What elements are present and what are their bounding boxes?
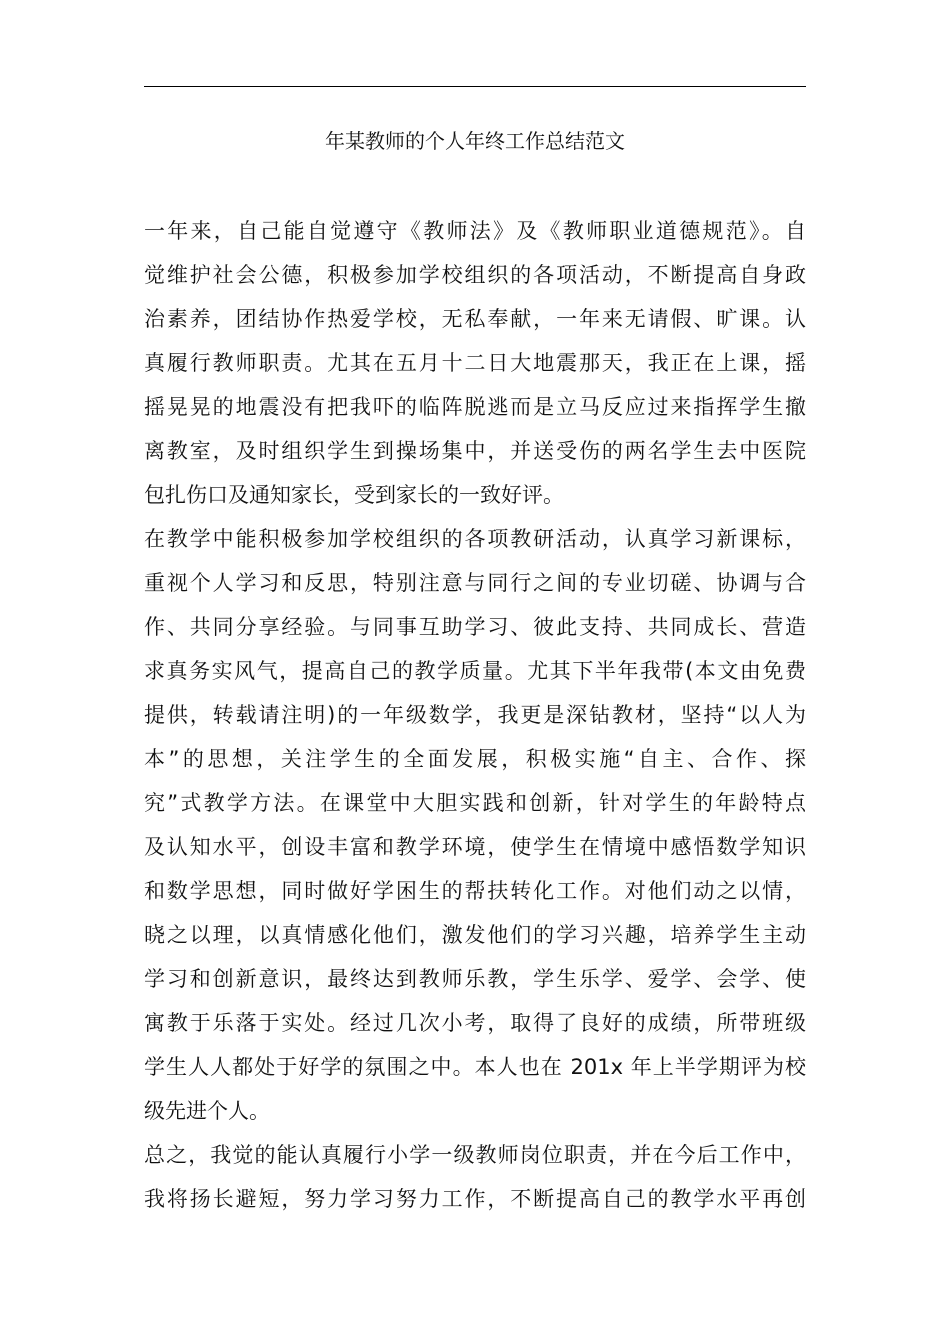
- text-line: 我将扬长避短，努力学习努力工作，不断提高自己的教学水平再创: [144, 1187, 806, 1211]
- text-line: 真履行教师职责。尤其在五月十二日大地震那天，我正在上课，摇: [144, 351, 806, 375]
- text-line: 求真务实风气，提高自己的教学质量。尤其下半年我带(本文由免费: [144, 659, 806, 683]
- document-title: 年某教师的个人年终工作总结范文: [325, 129, 625, 153]
- text-line: 究”式教学方法。在课堂中大胆实践和创新，针对学生的年龄特点: [144, 791, 806, 815]
- paragraph-end-line: 包扎伤口及通知家长，受到家长的一致好评。: [144, 483, 564, 507]
- text-line: 重视个人学习和反思，特别注意与同行之间的专业切磋、协调与合: [144, 571, 806, 595]
- text-line: 寓教于乐落于实处。经过几次小考，取得了良好的成绩，所带班级: [144, 1011, 806, 1035]
- text-line: 学习和创新意识，最终达到教师乐教，学生乐学、爱学、会学、使: [144, 967, 806, 991]
- text-line: 总之，我觉的能认真履行小学一级教师岗位职责，并在今后工作中，: [144, 1143, 806, 1167]
- text-line: 提供，转载请注明)的一年级数学，我更是深钻教材，坚持“以人为: [144, 703, 806, 727]
- text-line: 及认知水平，创设丰富和教学环境，使学生在情境中感悟数学知识: [144, 835, 806, 859]
- text-line: 离教室，及时组织学生到操场集中，并送受伤的两名学生去中医院: [144, 439, 806, 463]
- text-line: 治素养，团结协作热爱学校，无私奉献，一年来无请假、旷课。认: [144, 307, 806, 331]
- text-line: 在教学中能积极参加学校组织的各项教研活动，认真学习新课标，: [144, 527, 806, 551]
- text-line: 觉维护社会公德，积极参加学校组织的各项活动，不断提高自身政: [144, 263, 806, 287]
- document-body: [144, 209, 806, 1221]
- text-line: 一年来，自己能自觉遵守《教师法》及《教师职业道德规范》。自: [144, 219, 806, 243]
- text-line: 作、共同分享经验。与同事互助学习、彼此支持、共同成长、营造: [144, 615, 806, 639]
- header-rule: [144, 86, 806, 87]
- text-line: 摇晃晃的地震没有把我吓的临阵脱逃而是立马反应过来指挥学生撤: [144, 395, 806, 419]
- text-line: 晓之以理，以真情感化他们，激发他们的学习兴趣，培养学生主动: [144, 923, 806, 947]
- paragraph-end-line: 级先进个人。: [144, 1099, 270, 1123]
- text-line: 和数学思想，同时做好学困生的帮扶转化工作。对他们动之以情，: [144, 879, 806, 903]
- text-line: 学生人人都处于好学的氛围之中。本人也在 201x 年上半学期评为校: [144, 1055, 806, 1079]
- text-line: 本”的思想，关注学生的全面发展，积极实施“自主、合作、探: [144, 747, 806, 771]
